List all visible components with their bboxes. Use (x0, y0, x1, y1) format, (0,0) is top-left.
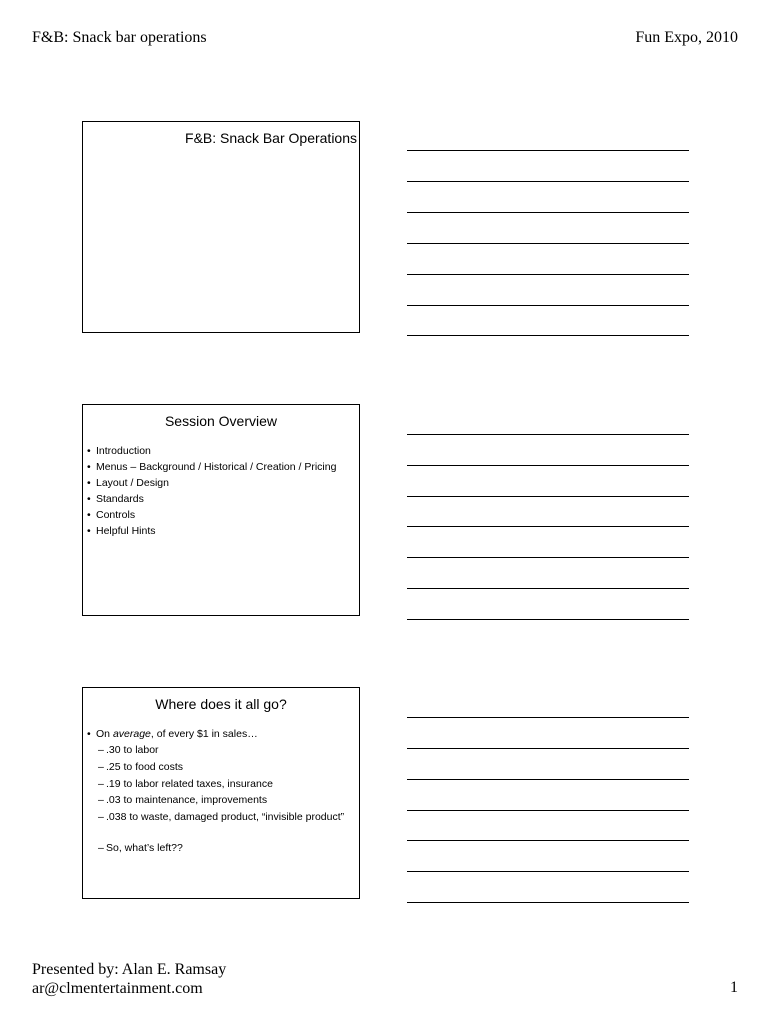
page-number: 1 (730, 979, 738, 996)
sub-bullet-item: – So, what’s left?? (98, 840, 359, 857)
note-line (407, 150, 689, 151)
bullet-item: • Controls (87, 507, 359, 523)
note-line (407, 243, 689, 244)
note-line (407, 274, 689, 275)
presenter-email: ar@clmentertainment.com (32, 980, 203, 997)
note-line (407, 902, 689, 903)
bullet-item: • On average, of every $1 in sales… (87, 726, 359, 742)
bullet-item: • Helpful Hints (87, 523, 359, 539)
sub-bullet-item: – .19 to labor related taxes, insurance (98, 776, 359, 793)
header-left: F&B: Snack bar operations (32, 29, 207, 46)
note-line (407, 212, 689, 213)
slide-3-bullets (83, 726, 359, 742)
note-line (407, 434, 689, 435)
presenter-name: Presented by: Alan E. Ramsay (32, 961, 227, 978)
bullet-item: • Introduction (87, 443, 359, 459)
note-line (407, 557, 689, 558)
sub-bullet-item: – .25 to food costs (98, 759, 359, 776)
note-line (407, 619, 689, 620)
slide-1 (82, 121, 360, 333)
slide-3-closing (83, 840, 359, 857)
note-line (407, 871, 689, 872)
note-line (407, 840, 689, 841)
note-line (407, 335, 689, 336)
note-line (407, 305, 689, 306)
note-line (407, 465, 689, 466)
note-line (407, 810, 689, 811)
slide-2-bullets (83, 443, 359, 539)
slide-3 (82, 687, 360, 899)
bullet-item: • Menus – Background / Historical / Creation / Pricing (87, 459, 359, 475)
sub-bullet-item: – .038 to waste, damaged product, “invisible product” (98, 809, 359, 826)
slide-3-sub-bullets (83, 742, 359, 826)
note-line (407, 779, 689, 780)
slide-3-title: Where does it all go? (155, 696, 287, 712)
note-line (407, 181, 689, 182)
note-line (407, 496, 689, 497)
slide-2-title: Session Overview (164, 413, 278, 429)
header-right: Fun Expo, 2010 (635, 29, 738, 46)
slide-1-title: F&B: Snack Bar Operations (185, 130, 357, 146)
bullet-item: • Layout / Design (87, 475, 359, 491)
footer (32, 960, 226, 998)
note-line (407, 748, 689, 749)
note-line (407, 717, 689, 718)
bullet-item: • Standards (87, 491, 359, 507)
note-line (407, 588, 689, 589)
emphasis: average (112, 728, 151, 740)
sub-bullet-item: – .03 to maintenance, improvements (98, 792, 359, 809)
note-line (407, 526, 689, 527)
slide-2 (82, 404, 360, 616)
sub-bullet-item: – .30 to labor (98, 742, 359, 759)
